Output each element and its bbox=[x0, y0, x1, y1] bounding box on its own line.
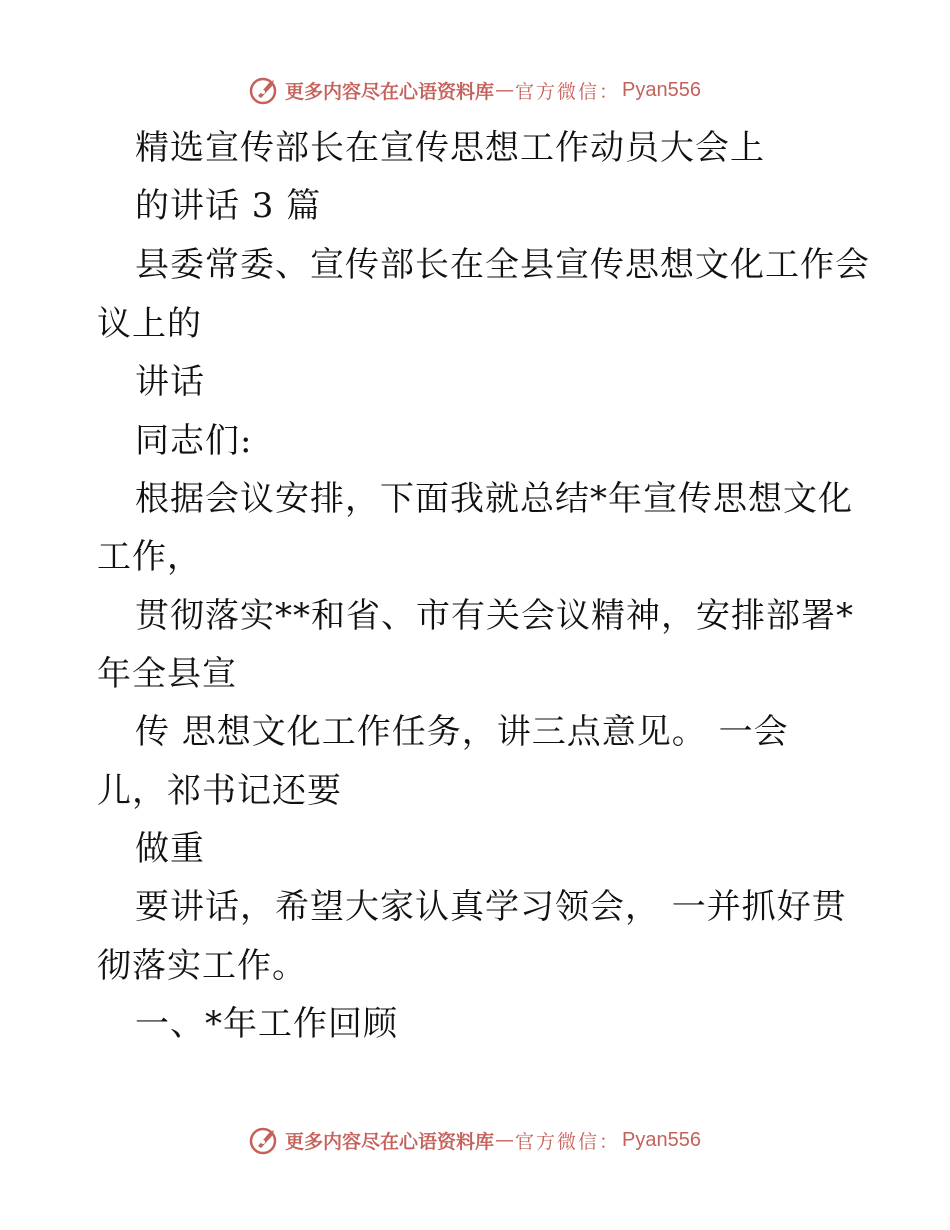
pen-nib-circle-icon bbox=[249, 74, 281, 106]
watermark-label: 官方微信： bbox=[515, 1130, 621, 1153]
document-title-line-1: 精选宣传部长在宣传思想工作动员大会上 bbox=[135, 128, 765, 168]
paragraph-line: 根据会议安排，下面我就总结*年宣传思想文化 bbox=[135, 479, 853, 519]
speech-heading-line-2: 议上的 bbox=[97, 304, 202, 344]
watermark-wechat: Pyan556 bbox=[622, 78, 701, 101]
speech-heading-line-1: 县委常委、宣传部长在全县宣传思想文化工作会 bbox=[135, 245, 870, 285]
watermark-text: 更多内容尽在心语资料库 bbox=[285, 1130, 495, 1153]
paragraph-line: 彻落实工作。 bbox=[97, 946, 307, 986]
watermark-wechat: Pyan556 bbox=[622, 1128, 701, 1151]
document-title-line-2: 的讲话 3 篇 bbox=[135, 186, 322, 226]
paragraph-line: 贯彻落实**和省、市有关会议精神，安排部署* bbox=[135, 596, 854, 636]
pen-nib-circle-icon bbox=[249, 1124, 281, 1156]
paragraph-line: 工作， bbox=[97, 537, 202, 577]
watermark-label: 官方微信： bbox=[515, 80, 621, 103]
watermark-dash: — bbox=[495, 1129, 515, 1151]
paragraph-line: 儿，祁书记还要 bbox=[97, 771, 342, 811]
salutation: 同志们: bbox=[135, 421, 253, 461]
speech-heading-line-3: 讲话 bbox=[135, 362, 205, 402]
watermark-banner-top bbox=[0, 70, 950, 110]
section-heading: 一、*年工作回顾 bbox=[135, 1004, 398, 1044]
watermark-banner-bottom bbox=[0, 1120, 950, 1160]
paragraph-line: 年全县宣 bbox=[97, 654, 237, 694]
paragraph-line: 做重 bbox=[135, 829, 205, 869]
watermark-text: 更多内容尽在心语资料库 bbox=[285, 80, 495, 103]
paragraph-line: 传 思想文化工作任务，讲三点意见。 一会 bbox=[135, 712, 789, 752]
watermark-dash: — bbox=[495, 79, 515, 101]
paragraph-line: 要讲话，希望大家认真学习领会， 一并抓好贯 bbox=[135, 887, 847, 927]
